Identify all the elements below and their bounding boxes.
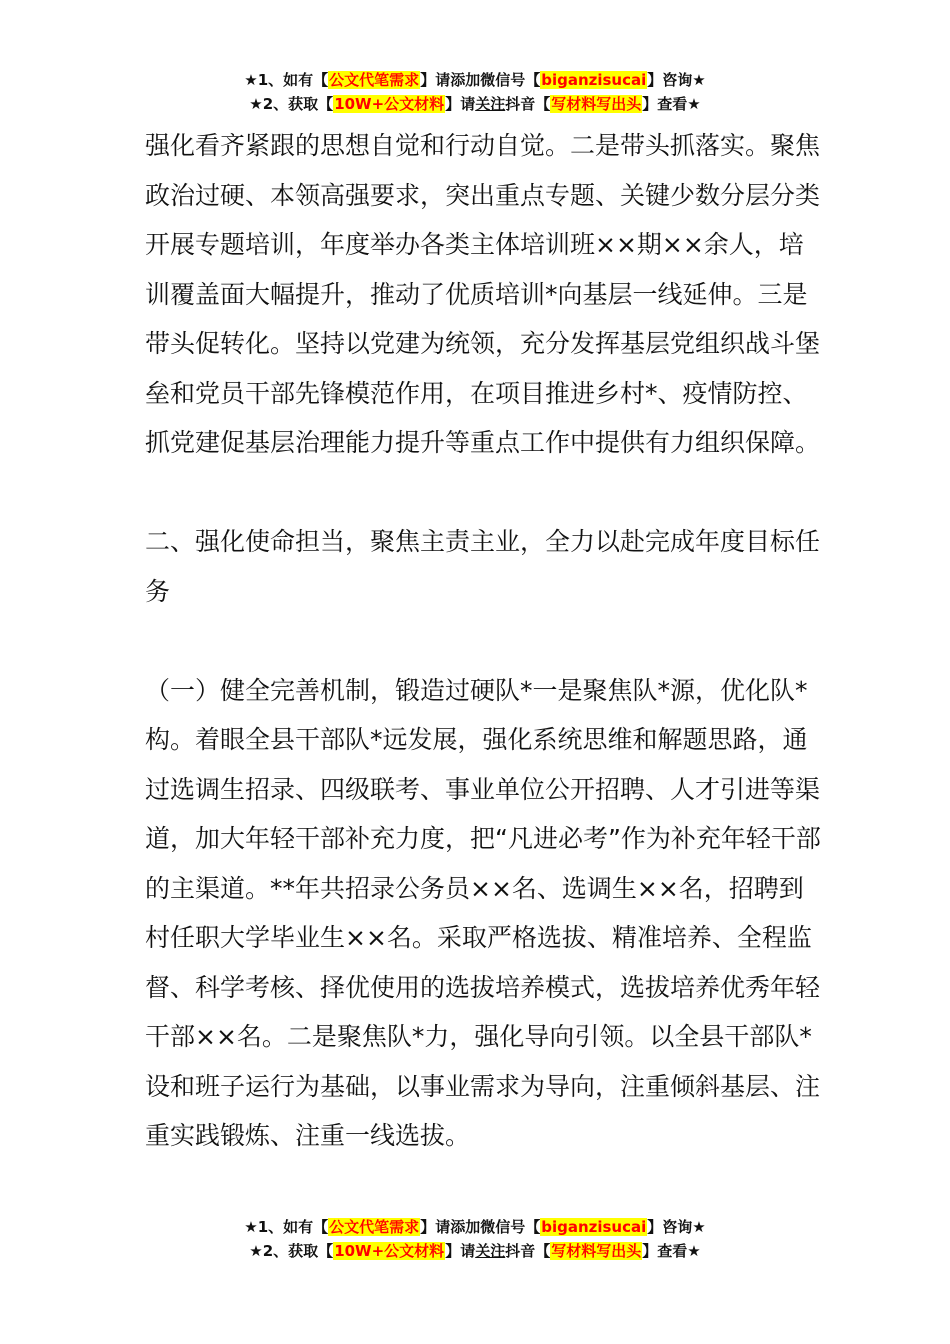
banner-underlined-text: 关注 — [475, 1242, 506, 1260]
paragraph: （一）健全完善机制，锻造过硬队*一是聚焦队*源，优化队*构。着眼全县干部队*远发展，强化系统思维和解题思路，通过选调生招录、四级联考、事业单位公开招聘、人才引进等渠道，加大年轻干部补充力度，把“凡进必考”作为补充年轻干部的主渠道。**年共招录公务员××名、选调生××名，招聘到村任职大学毕业生××名。采取严格选拔、精准培养、全程监督、科学考核、择优使用的选拔培养模式，选拔培养优秀年轻干部××名。二是聚焦队*力，强化导向引领。以全县干部队*设和班子运行为基础，以事业需求为导向，注重倾斜基层、注重实践锻炼、注重一线选拔。 — [145, 675, 821, 1150]
banner-text: 】查看★ — [642, 1242, 701, 1260]
banner-highlight: 公文代笔需求 — [329, 1218, 420, 1236]
banner-line-2 — [0, 1239, 950, 1263]
blank-line — [145, 616, 825, 666]
banner-highlight: 10W+公文材料 — [334, 1242, 445, 1260]
document-body — [145, 121, 825, 1161]
banner-text: 】请添加微信号【 — [420, 71, 541, 89]
banner-text: 】请添加微信号【 — [420, 1218, 541, 1236]
header-banner — [0, 68, 950, 116]
banner-highlight: 写材料写出头 — [551, 1242, 642, 1260]
banner-text: 抖音【 — [505, 1242, 551, 1260]
blank-line — [145, 468, 825, 518]
banner-text: ★2、获取【 — [249, 95, 334, 113]
banner-text: 】请 — [445, 1242, 476, 1260]
banner-highlight-wechat-id: biganzisucai — [541, 1218, 647, 1236]
banner-text: ★1、如有【 — [244, 71, 329, 89]
banner-text: 】查看★ — [642, 95, 701, 113]
banner-highlight: 10W+公文材料 — [334, 95, 445, 113]
banner-text: 】咨询★ — [647, 71, 706, 89]
banner-text: 抖音【 — [505, 95, 551, 113]
banner-text: 】咨询★ — [647, 1218, 706, 1236]
banner-underlined-text: 关注 — [475, 95, 506, 113]
banner-highlight-wechat-id: biganzisucai — [541, 71, 647, 89]
banner-text: 】请 — [445, 95, 476, 113]
banner-line-2 — [0, 92, 950, 116]
section-heading: 二、强化使命担当，聚焦主责主业，全力以赴完成年度目标任务 — [145, 527, 821, 606]
footer-banner — [0, 1215, 950, 1263]
banner-text: ★1、如有【 — [244, 1218, 329, 1236]
banner-text: ★2、获取【 — [249, 1242, 334, 1260]
banner-highlight: 公文代笔需求 — [329, 71, 420, 89]
banner-highlight: 写材料写出头 — [551, 95, 642, 113]
banner-line-1 — [0, 1215, 950, 1239]
banner-line-1 — [0, 68, 950, 92]
paragraph: 强化看齐紧跟的思想自觉和行动自觉。二是带头抓落实。聚焦政治过硬、本领高强要求，突出重点专题、关键少数分层分类开展专题培训，年度举办各类主体培训班××期××余人，培训覆盖面大幅提升，推动了优质培训*向基层一线延伸。三是带头促转化。坚持以党建为统领，充分发挥基层党组织战斗堡垒和党员干部先锋模范作用，在项目推进乡村*、疫情防控、抓党建促基层治理能力提升等重点工作中提供有力组织保障。 — [145, 131, 821, 457]
